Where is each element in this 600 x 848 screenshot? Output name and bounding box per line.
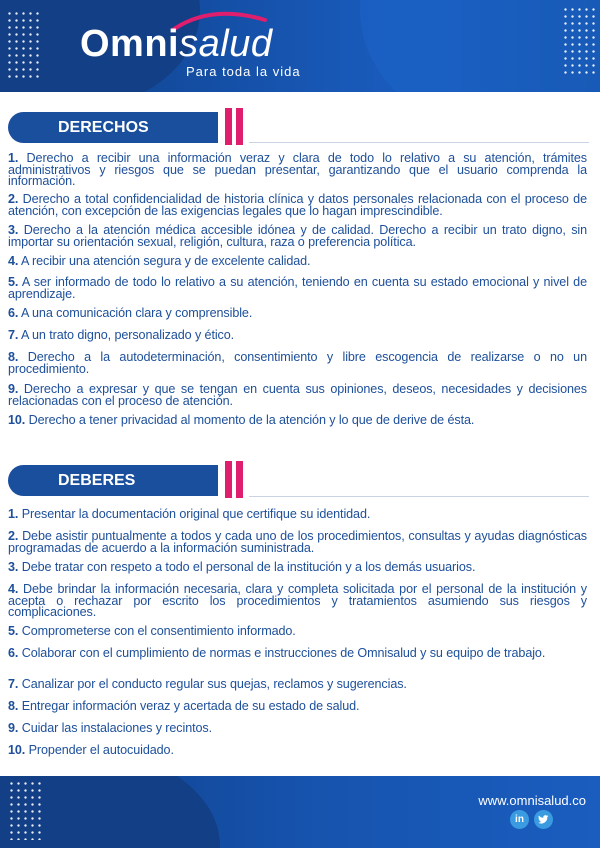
list-item xyxy=(8,256,587,268)
item-number: 2. xyxy=(8,529,19,543)
list-item xyxy=(8,352,587,374)
list-item xyxy=(8,225,587,247)
linkedin-icon[interactable] xyxy=(510,810,529,829)
item-text: Debe asistir puntualmente a todos y cada uno de los procedimientos, consultas y ayudas diagnósticas programadas de acuerdo a la información suministrada. xyxy=(8,529,587,555)
item-number: 3. xyxy=(8,223,19,237)
item-number: 4. xyxy=(8,254,19,268)
logo-tagline: Para toda la vida xyxy=(186,64,301,79)
list-item xyxy=(8,509,587,521)
item-text: A ser informado de todo lo relativo a su atención, teniendo en cuenta su estado emocional y nivel de aprendizaje. xyxy=(8,275,587,301)
item-number: 1. xyxy=(8,151,19,165)
item-number: 5. xyxy=(8,624,19,638)
rights-accent-bars xyxy=(225,108,249,145)
duties-divider xyxy=(249,496,589,497)
list-item xyxy=(8,384,587,406)
logo-part-salud: salud xyxy=(179,23,273,65)
list-item xyxy=(8,531,587,553)
item-text: A un trato digno, personalizado y ético. xyxy=(18,328,235,342)
list-item xyxy=(8,648,587,670)
item-text: Derecho a expresar y que se tengan en cuenta sus opiniones, deseos, necesidades y decisiones relacionadas con el proceso de atención. xyxy=(8,382,587,408)
item-number: 10. xyxy=(8,743,26,757)
list-item xyxy=(8,723,587,735)
duties-list xyxy=(8,509,587,757)
item-number: 8. xyxy=(8,699,19,713)
item-text: Presentar la documentación original que certifique su identidad. xyxy=(18,507,371,521)
list-item xyxy=(8,562,587,574)
list-item xyxy=(8,277,587,299)
logo-wordmark xyxy=(80,24,272,64)
header-banner xyxy=(0,0,600,92)
item-text: Derecho a total confidencialidad de historia clínica y datos personales relacionada con el proceso de atención, con excepción de las exigencias legales que lo hagan imprescindible. xyxy=(8,192,587,218)
list-item xyxy=(8,745,587,757)
item-number: 9. xyxy=(8,721,19,735)
rights-divider xyxy=(249,142,589,143)
item-number: 6. xyxy=(8,306,19,320)
logo-part-omni: Omni xyxy=(80,23,180,65)
list-item xyxy=(8,701,587,713)
linkedin-label: in xyxy=(515,814,524,825)
item-text: Propender el autocuidado. xyxy=(25,743,174,757)
item-text: Derecho a la atención médica accesible idónea y de calidad. Derecho a recibir un trato digno, sin importar su orientación sexual, religión, cultura, raza o preferencia política. xyxy=(8,223,587,249)
list-item xyxy=(8,194,587,216)
list-item xyxy=(8,308,587,320)
item-number: 8. xyxy=(8,350,19,364)
item-text: Comprometerse con el consentimiento informado. xyxy=(18,624,296,638)
list-item xyxy=(8,153,587,186)
item-number: 1. xyxy=(8,507,19,521)
twitter-icon[interactable] xyxy=(534,810,553,829)
item-number: 2. xyxy=(8,192,19,206)
item-number: 7. xyxy=(8,328,19,342)
duties-accent-bars xyxy=(225,461,249,498)
item-text: Derecho a recibir una información veraz y clara de todo lo relativo a su atención, trámites administrativos y riesgos que se puedan presentar, garantizando que el usuario comprenda la información. xyxy=(8,151,587,188)
list-item xyxy=(8,584,587,617)
item-number: 7. xyxy=(8,677,19,691)
rights-list xyxy=(8,153,587,427)
header-dots-left xyxy=(6,10,42,80)
item-number: 9. xyxy=(8,382,19,396)
item-text: Derecho a tener privacidad al momento de la atención y lo que de derive de ésta. xyxy=(25,413,475,427)
item-number: 5. xyxy=(8,275,19,289)
item-text: A recibir una atención segura y de excelente calidad. xyxy=(18,254,311,268)
footer-dots-left xyxy=(8,780,44,840)
item-number: 10. xyxy=(8,413,26,427)
item-text: Colaborar con el cumplimiento de normas e instrucciones de Omnisalud y su equipo de trabajo. xyxy=(18,646,546,660)
twitter-bird-icon xyxy=(534,810,553,829)
website-link[interactable]: www.omnisalud.co xyxy=(478,793,586,808)
item-text: Debe tratar con respeto a todo el personal de la institución y a los demás usuarios. xyxy=(18,560,476,574)
item-text: Entregar información veraz y acertada de su estado de salud. xyxy=(18,699,360,713)
rights-title: DERECHOS xyxy=(8,112,218,143)
list-item xyxy=(8,330,587,342)
item-text: Debe brindar la información necesaria, clara y completa solicitada por el personal de la institución y acepta o rechazar por escrito los procedimientos y tratamientos asumiendo sus riesgos y complicaciones. xyxy=(8,582,587,619)
list-item xyxy=(8,626,587,638)
header-dots-right xyxy=(562,6,598,76)
item-number: 3. xyxy=(8,560,19,574)
item-text: Canalizar por el conducto regular sus quejas, reclamos y sugerencias. xyxy=(18,677,407,691)
list-item xyxy=(8,679,587,691)
item-number: 6. xyxy=(8,646,19,660)
item-text: A una comunicación clara y comprensible. xyxy=(18,306,253,320)
item-text: Derecho a la autodeterminación, consentimiento y libre escogencia de realizarse o no un procedimiento. xyxy=(8,350,587,376)
list-item xyxy=(8,415,587,427)
duties-title: DEBERES xyxy=(8,465,218,496)
item-number: 4. xyxy=(8,582,19,596)
footer-banner xyxy=(0,776,600,848)
omnisalud-logo xyxy=(80,10,310,80)
item-text: Cuidar las instalaciones y recintos. xyxy=(18,721,213,735)
